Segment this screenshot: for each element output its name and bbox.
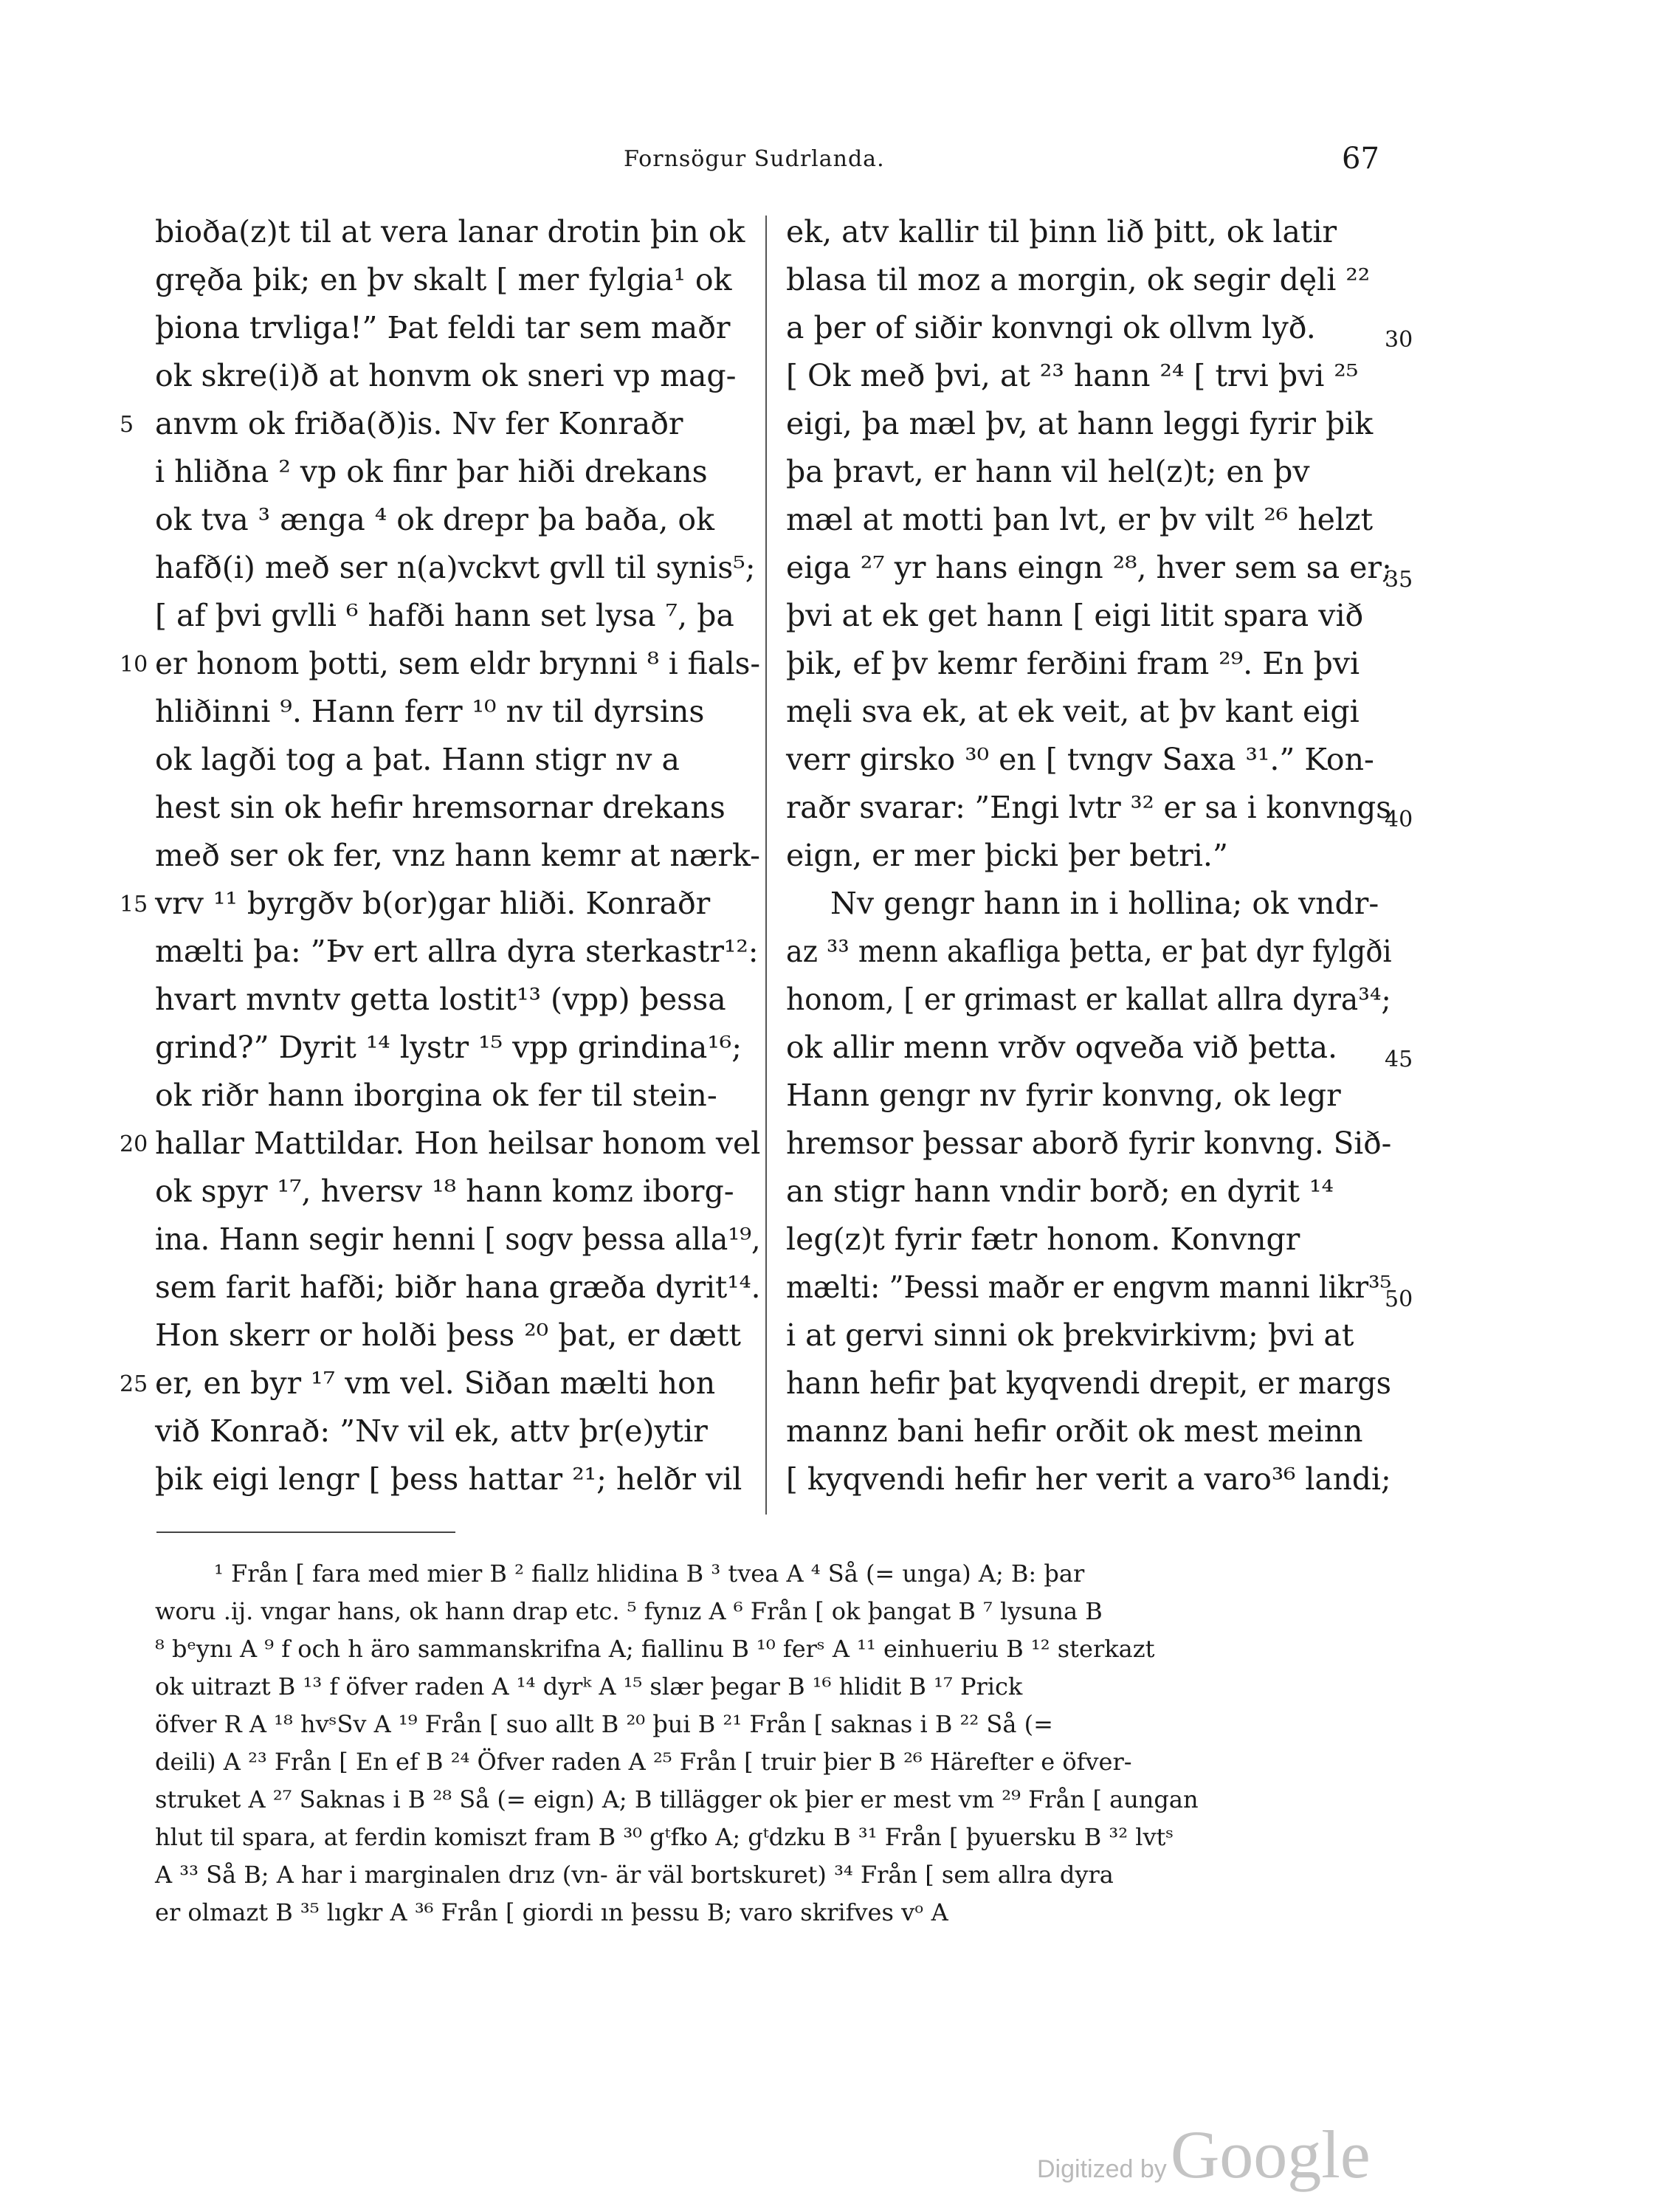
text-line: mælti: ”Þessi maðr er engvm manni likr³⁵ bbox=[786, 1269, 1392, 1305]
text-line: ok allir menn vrðv oqveða við þetta. bbox=[786, 1030, 1338, 1065]
text-line: ok spyr ¹⁷, hversv ¹⁸ hann komz iborg- bbox=[155, 1174, 734, 1209]
footnote-separator bbox=[156, 1531, 455, 1533]
text-line: þa þravt, er hann vil hel(z)t; en þv bbox=[786, 454, 1310, 489]
text-line: þik eigi lengr [ þess hattar ²¹; helðr vil bbox=[155, 1461, 742, 1497]
text-line: hremsor þessar aborð fyrir konvng. Sið- bbox=[786, 1126, 1392, 1161]
footnote-line: hlut til spara, at ferdin komiszt fram B ³⁰ gᵗfko A; gᵗdzku B ³¹ Från [ þyuersku B ³² lvtˢ bbox=[155, 1823, 1174, 1851]
text-line: honom, [ er grimast er kallat allra dyra³⁴; bbox=[786, 982, 1391, 1017]
text-line: ina. Hann segir henni [ sogv þessa alla¹⁹, bbox=[155, 1222, 761, 1257]
text-line: hvart mvntv getta lostit¹³ (vpp) þessa bbox=[155, 982, 726, 1017]
text-line: vrv ¹¹ byrgðv b(or)gar hliði. Konraðr bbox=[155, 886, 711, 921]
footnote-line: woru .ij. vngar hans, ok hann drap etc. ⁵ fynız A ⁶ Från [ ok þangat B ⁷ lysuna B bbox=[155, 1597, 1103, 1625]
page-number: 67 bbox=[1342, 142, 1379, 176]
text-line: mælti þa: ”Þv ert allra dyra sterkastr¹²: bbox=[155, 934, 759, 969]
line-number: 15 bbox=[120, 892, 148, 917]
text-line: ok riðr hann iborgina ok fer til stein- bbox=[155, 1078, 717, 1113]
footnote-line: ⁸ bᵉynı A ⁹ f och h äro sammanskrifna A; fiallinu B ¹⁰ ferˢ A ¹¹ einhueriu B ¹² sterkazt bbox=[155, 1635, 1155, 1663]
line-number: 20 bbox=[120, 1131, 148, 1157]
text-line: ok lagði tog a þat. Hann stigr nv a bbox=[155, 742, 680, 777]
text-line: sem farit hafði; biðr hana græða dyrit¹⁴. bbox=[155, 1269, 761, 1305]
line-number: 50 bbox=[1385, 1286, 1413, 1312]
text-line: Hann gengr nv fyrir konvng, ok legr bbox=[786, 1078, 1341, 1113]
footnote-line: öfver R A ¹⁸ hvˢSv A ¹⁹ Från [ suo allt B ²⁰ þui B ²¹ Från [ saknas i B ²² Så (= bbox=[155, 1710, 1053, 1738]
text-line: raðr svarar: ”Engi lvtr ³² er sa i konvngs bbox=[786, 790, 1391, 825]
digitization-watermark bbox=[1037, 2115, 1371, 2194]
text-line: ok tva ³ ænga ⁴ ok drepr þa baða, ok bbox=[155, 502, 714, 537]
line-number: 30 bbox=[1385, 327, 1413, 353]
text-line: hallar Mattildar. Hon heilsar honom vel bbox=[155, 1126, 761, 1161]
text-line: mæl at motti þan lvt, er þv vilt ²⁶ helzt bbox=[786, 502, 1374, 537]
text-line: með ser ok fer, vnz hann kemr at nærk- bbox=[155, 838, 760, 873]
line-number: 40 bbox=[1385, 807, 1413, 833]
text-line: męli sva ek, at ek veit, at þv kant eigi bbox=[786, 694, 1360, 729]
footnote-line: struket A ²⁷ Saknas i B ²⁸ Så (= eign) A; B tillägger ok þier er mest vm ²⁹ Från [ aungan bbox=[155, 1785, 1199, 1813]
text-line: er, en byr ¹⁷ vm vel. Siðan mælti hon bbox=[155, 1365, 716, 1401]
text-line: þiona trvliga!” Þat feldi tar sem maðr bbox=[155, 310, 731, 345]
text-line: gręða þik; en þv skalt [ mer fylgia¹ ok bbox=[155, 262, 732, 297]
text-line: hann hefir þat kyqvendi drepit, er margs bbox=[786, 1365, 1392, 1401]
text-line: hafð(i) með ser n(a)vckvt gvll til synis⁵; bbox=[155, 550, 756, 585]
text-line: hest sin ok hefir hremsornar drekans bbox=[155, 790, 726, 825]
text-line: verr girsko ³⁰ en [ tvngv Saxa ³¹.” Kon- bbox=[786, 742, 1374, 777]
text-line: blasa til moz a morgin, ok segir dęli ²² bbox=[786, 262, 1371, 297]
watermark-brand: Google bbox=[1170, 2117, 1371, 2192]
text-line: az ³³ menn akafliga þetta, er þat dyr fylgði bbox=[786, 934, 1392, 969]
text-line: i hliðna ² vp ok finr þar hiði drekans bbox=[155, 454, 708, 489]
column-divider bbox=[765, 216, 767, 1515]
text-line: [ Ok með þvi, at ²³ hann ²⁴ [ trvi þvi ²⁵ bbox=[786, 358, 1359, 393]
footnote-line: ¹ Från [ fara med mier B ² fiallz hlidina B ³ tvea A ⁴ Så (= unga) A; B: þar bbox=[214, 1560, 1085, 1588]
text-line: anvm ok friða(ð)is. Nv fer Konraðr bbox=[155, 406, 683, 441]
footnote-line: ok uitrazt B ¹³ f öfver raden A ¹⁴ dyrᵏ A ¹⁵ slær þegar B ¹⁶ hlidit B ¹⁷ Prick bbox=[155, 1672, 1023, 1701]
watermark-prefix: Digitized by bbox=[1037, 2155, 1167, 2183]
text-line: [ kyqvendi hefir her verit a varo³⁶ landi; bbox=[786, 1461, 1391, 1497]
text-line: a þer of siðir konvngi ok ollvm lyð. bbox=[786, 310, 1316, 345]
text-line: Nv gengr hann in i hollina; ok vndr- bbox=[830, 886, 1379, 921]
text-line: bioða(z)t til at vera lanar drotin þin ok bbox=[155, 214, 745, 249]
line-number: 45 bbox=[1385, 1047, 1413, 1072]
text-line: við Konrað: ”Nv vil ek, attv þr(e)ytir bbox=[155, 1413, 708, 1449]
left-text-column bbox=[155, 208, 760, 1503]
text-line: leg(z)t fyrir fætr honom. Konvngr bbox=[786, 1222, 1300, 1257]
text-line: hliðinni ⁹. Hann ferr ¹⁰ nv til dyrsins bbox=[155, 694, 705, 729]
footnote-line: A ³³ Så B; A har i marginalen drız (vn- är väl bortskuret) ³⁴ Från [ sem allra dyra bbox=[155, 1861, 1114, 1889]
text-line: eign, er mer þicki þer betri.” bbox=[786, 838, 1228, 873]
footnote-line: deili) A ²³ Från [ En ef B ²⁴ Öfver raden A ²⁵ Från [ truir þier B ²⁶ Härefter e öfver- bbox=[155, 1748, 1132, 1776]
line-number: 25 bbox=[120, 1371, 148, 1397]
text-line: ok skre(i)ð at honvm ok sneri vp mag- bbox=[155, 358, 737, 393]
text-line: þvi at ek get hann [ eigi litit spara við bbox=[786, 598, 1364, 633]
line-number: 10 bbox=[120, 652, 148, 678]
text-line: ek, atv kallir til þinn lið þitt, ok latir bbox=[786, 214, 1337, 249]
text-line: eiga ²⁷ yr hans eingn ²⁸, hver sem sa er; bbox=[786, 550, 1392, 585]
line-number: 35 bbox=[1385, 567, 1413, 593]
text-line: [ af þvi gvlli ⁶ hafði hann set lysa ⁷, þa bbox=[155, 598, 734, 633]
text-line: grind?” Dyrit ¹⁴ lystr ¹⁵ vpp grindina¹⁶; bbox=[155, 1030, 742, 1065]
footnote-line: er olmazt B ³⁵ lıgkr A ³⁶ Från [ giordi ın þessu B; varo skrifves vᵒ A bbox=[155, 1898, 948, 1926]
right-text-column bbox=[786, 208, 1391, 1503]
running-title: Fornsögur Sudrlanda. bbox=[624, 146, 885, 172]
text-line: er honom þotti, sem eldr brynni ⁸ i fials- bbox=[155, 646, 761, 681]
text-line: i at gervi sinni ok þrekvirkivm; þvi at bbox=[786, 1317, 1354, 1353]
text-line: Hon skerr or holði þess ²⁰ þat, er dætt bbox=[155, 1317, 741, 1353]
line-number: 5 bbox=[120, 412, 134, 438]
footnotes bbox=[155, 1555, 1380, 1932]
text-line: mannz bani hefir orðit ok mest meinn bbox=[786, 1413, 1363, 1449]
text-line: an stigr hann vndir borð; en dyrit ¹⁴ bbox=[786, 1174, 1334, 1209]
text-line: þik, ef þv kemr ferðini fram ²⁹. En þvi bbox=[786, 646, 1360, 681]
text-line: eigi, þa mæl þv, at hann leggi fyrir þik bbox=[786, 406, 1374, 441]
